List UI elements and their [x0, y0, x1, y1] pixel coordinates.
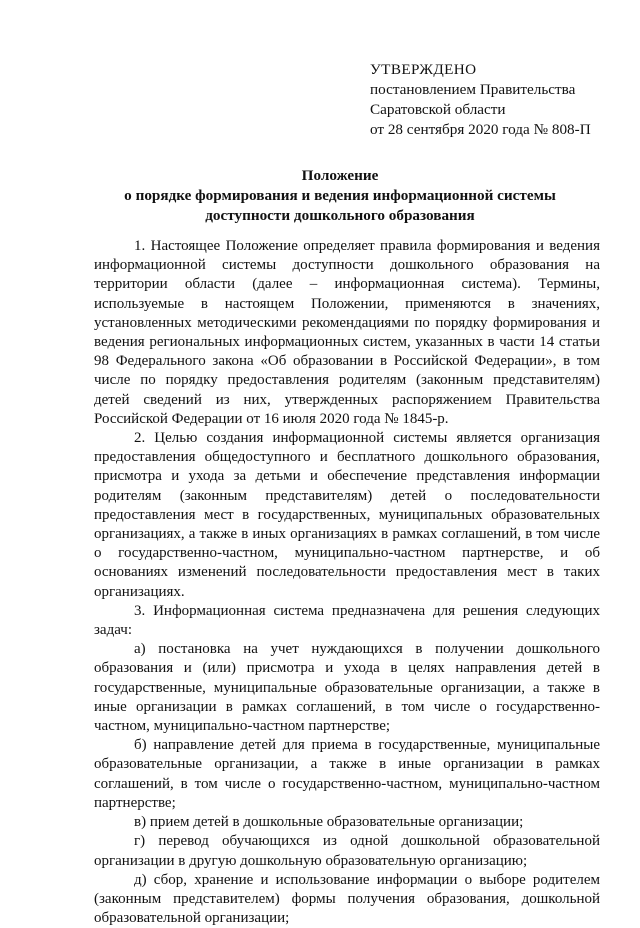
document-body [94, 237, 600, 928]
list-item: г) перевод обучающихся из одной дошкольной образовательной организации в другую дошкольную образовательную организацию; [94, 833, 600, 869]
paragraph: 2. Целью создания информационной системы является организация предоставления общедоступного и бесплатного дошкольного образования, присмотра и ухода за детьми и обеспечение представления информации родителям (законным представителям) детей о последовательности предоставления мест в государственных, муниципальных образовательных организациях, а также в иных организациях в рамках соглашений, в том числе о государственно-частном, муниципально-частном партнерстве, и об основаниях изменений последовательности предоставления мест в таких организациях. [94, 430, 600, 600]
paragraph: 3. Информационная система предназначена для решения следующих задач: [94, 602, 600, 639]
document-title [80, 166, 600, 226]
list-item: д) сбор, хранение и использование информации о выборе родителем (законным представителем) формы получения образования, дошкольной образовательной организации; [94, 871, 600, 927]
paragraph: 1. Настоящее Положение определяет правила формирования и ведения информационной системы доступности дошкольного образования на территории области (далее – информационная система). Термины, используемые в настоящем Положении, применяются в значениях, установленных методическими рекомендациями по порядку формирования и ведения региональных информационных систем, указанных в части 14 статьи 98 Федерального закона «Об образовании в Российской Федерации», в том числе по порядку предоставления родителям (законным представителям) детей сведений из них, утвержденных распоряжением Правительства Российской Федерации от 16 июля 2020 года № 1845-р. [94, 238, 600, 427]
approval-date: от 28 сентября 2020 года № 808-П [370, 121, 591, 138]
list-item: б) направление детей для приема в государственные, муниципальные образовательные организации, а также в иные организации в рамках соглашений, в том числе о государственно-частном, муниципально-частном партнерстве; [94, 737, 600, 811]
approval-line: постановлением Правительства [370, 81, 576, 98]
approval-line: Саратовской области [370, 101, 506, 118]
title-line: о порядке формирования и ведения информационной системы [124, 187, 556, 204]
title-line: доступности дошкольного образования [205, 207, 475, 224]
list-item: а) постановка на учет нуждающихся в получении дошкольного образования и (или) присмотра и ухода в целях направления детей в государственные, муниципальные образовательные организации, а также в иные организации в рамках соглашений, в том числе о государственно-частном, муниципально-частном партнерстве; [94, 641, 600, 735]
approval-stamp: УТВЕРЖДЕНО [370, 61, 477, 78]
title-line: Положение [301, 167, 379, 184]
list-item: в) прием детей в дошкольные образовательные организации; [134, 814, 524, 831]
approval-block [370, 60, 630, 140]
